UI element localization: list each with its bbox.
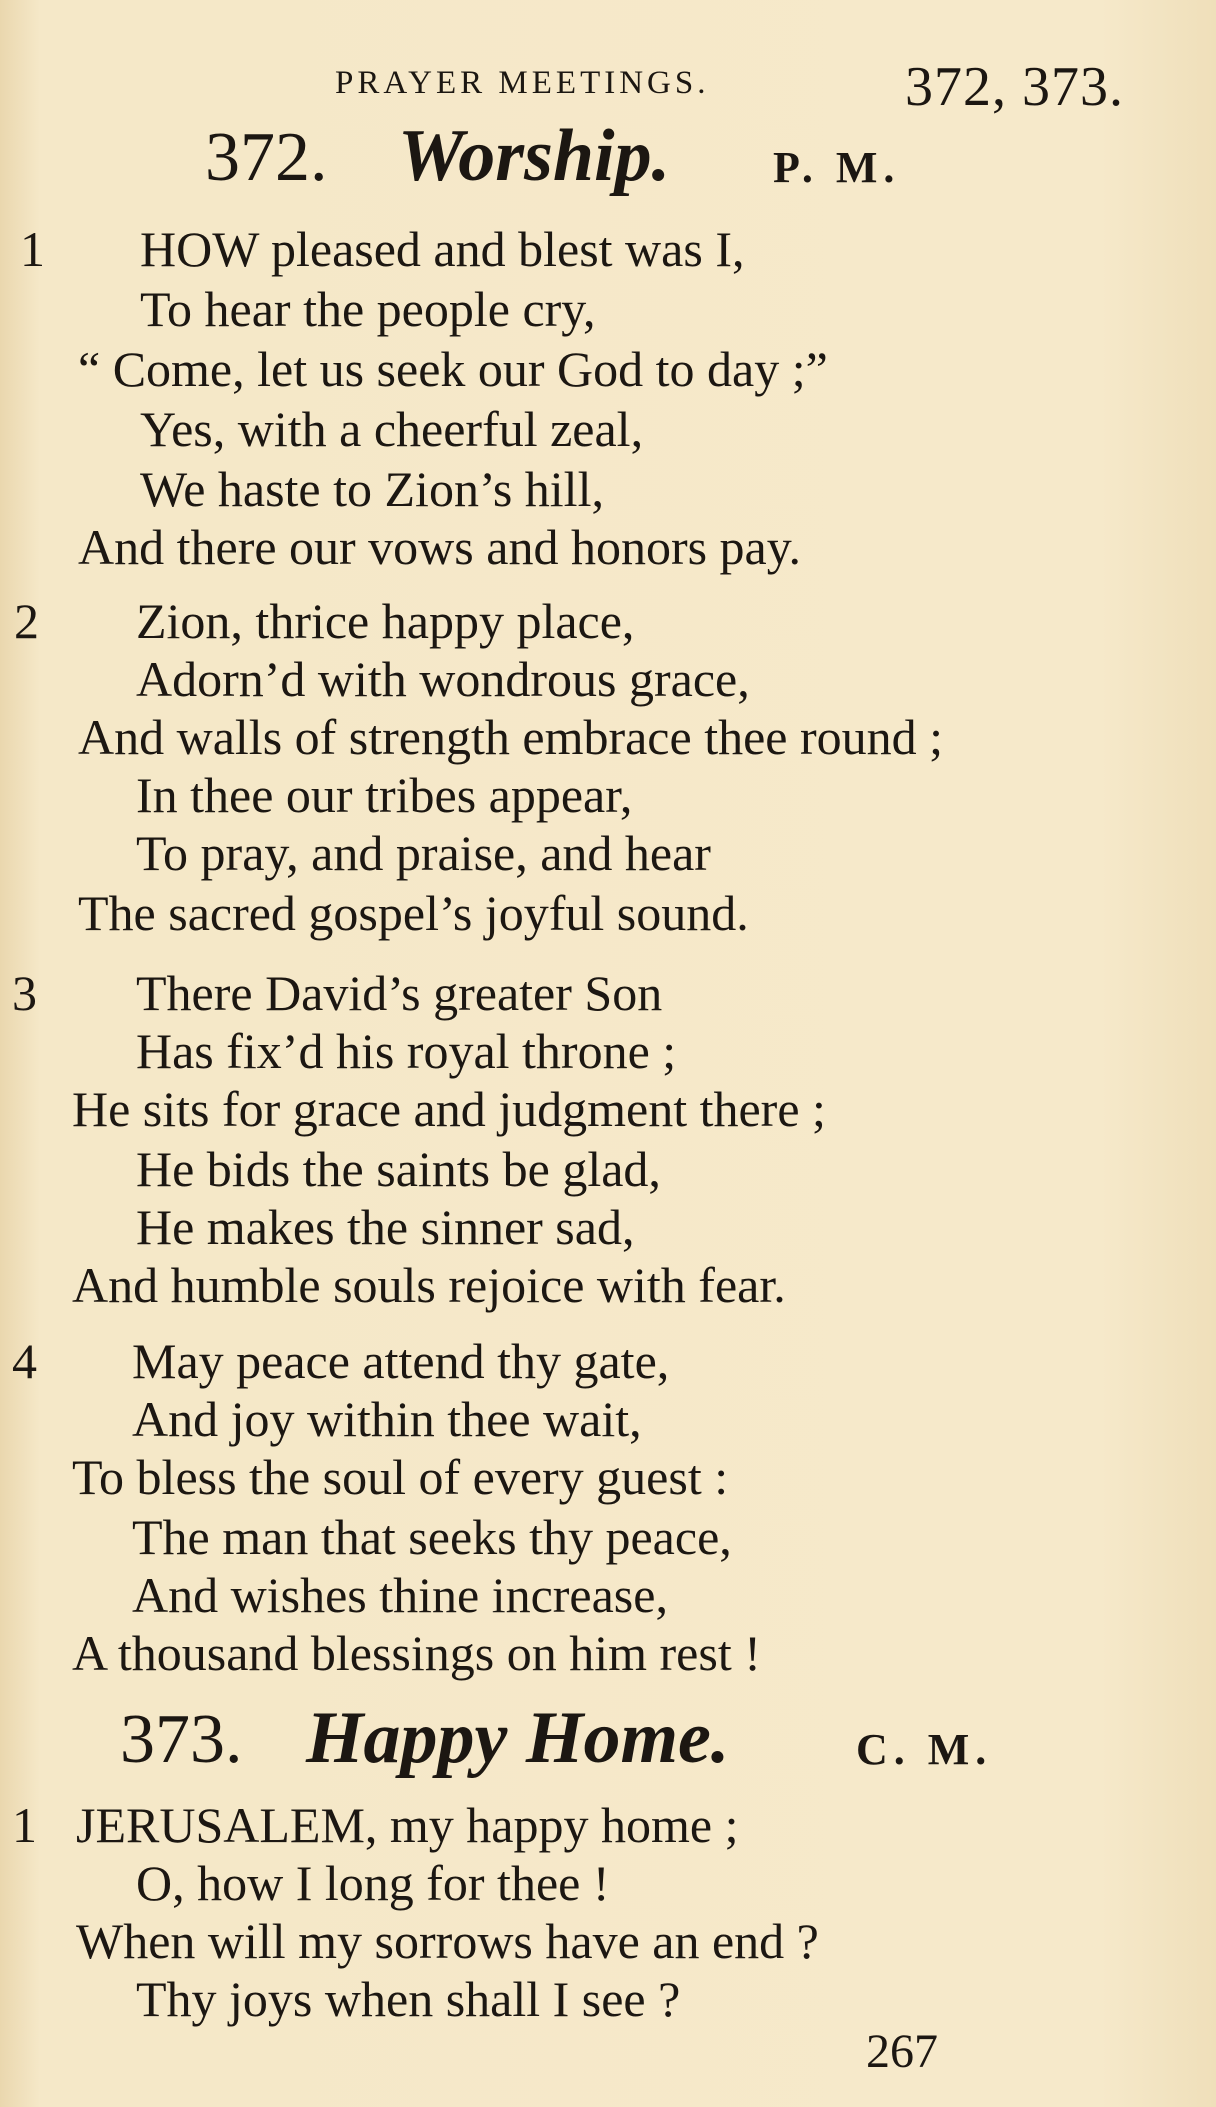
verse-line: Adorn’d with wondrous grace, xyxy=(136,651,750,707)
verse-line: We haste to Zion’s hill, xyxy=(140,461,604,517)
verse-line: Zion, thrice happy place, xyxy=(136,593,635,649)
hymn-range: 372, 373. xyxy=(905,56,1124,118)
verse-line: There David’s greater Son xyxy=(136,965,663,1021)
hymn-meter: P. M. xyxy=(773,143,901,192)
verse-line: To pray, and praise, and hear xyxy=(136,825,711,881)
verse-line: And walls of strength embrace thee round ; xyxy=(78,709,944,765)
verse-line: In thee our tribes appear, xyxy=(136,767,633,823)
verse-line: And joy within thee wait, xyxy=(132,1391,642,1447)
verse-number: 1 xyxy=(12,1797,37,1853)
verse-line: To bless the soul of every guest : xyxy=(72,1449,729,1505)
verse-line: JERUSALEM, my happy home ; xyxy=(76,1797,739,1853)
verse-line: The man that seeks thy peace, xyxy=(132,1509,732,1565)
verse-line: He sits for grace and judgment there ; xyxy=(72,1081,826,1137)
verse-line: The sacred gospel’s joyful sound. xyxy=(78,885,749,941)
running-title: PRAYER MEETINGS. xyxy=(335,65,710,101)
verse-line: To hear the people cry, xyxy=(140,281,596,337)
verse-number: 4 xyxy=(12,1333,37,1389)
verse-line: O, how I long for thee ! xyxy=(136,1855,610,1911)
verse-line: A thousand blessings on him rest ! xyxy=(72,1625,761,1681)
verse-line: And wishes thine increase, xyxy=(132,1567,668,1623)
verse-line: He bids the saints be glad, xyxy=(136,1141,661,1197)
verse-line: He makes the sinner sad, xyxy=(136,1199,635,1255)
verse-line: And there our vows and honors pay. xyxy=(78,519,801,575)
running-head xyxy=(0,55,1216,118)
verse-line: “ Come, let us seek our God to day ;” xyxy=(78,341,828,397)
verse-line: And humble souls rejoice with fear. xyxy=(72,1257,786,1313)
hymn-title: Happy Home. xyxy=(306,1697,730,1779)
hymn-number: 373. xyxy=(120,1701,243,1778)
verse-line: Has fix’d his royal throne ; xyxy=(136,1023,677,1079)
hymn-number: 372. xyxy=(205,119,328,196)
verse-line: HOW pleased and blest was I, xyxy=(140,221,745,277)
verse-line: Yes, with a cheerful zeal, xyxy=(140,401,644,457)
verse-number: 1 xyxy=(20,221,45,277)
hymn-title: Worship. xyxy=(398,115,671,197)
verse-number: 2 xyxy=(14,593,39,649)
verse-line: When will my sorrows have an end ? xyxy=(76,1913,819,1969)
page-number: 267 xyxy=(866,2025,938,2078)
verse-number: 3 xyxy=(12,965,37,1021)
verse-line: May peace attend thy gate, xyxy=(132,1333,670,1389)
hymn-meter: C. M. xyxy=(856,1725,993,1774)
verse-line: Thy joys when shall I see ? xyxy=(136,1971,681,2027)
